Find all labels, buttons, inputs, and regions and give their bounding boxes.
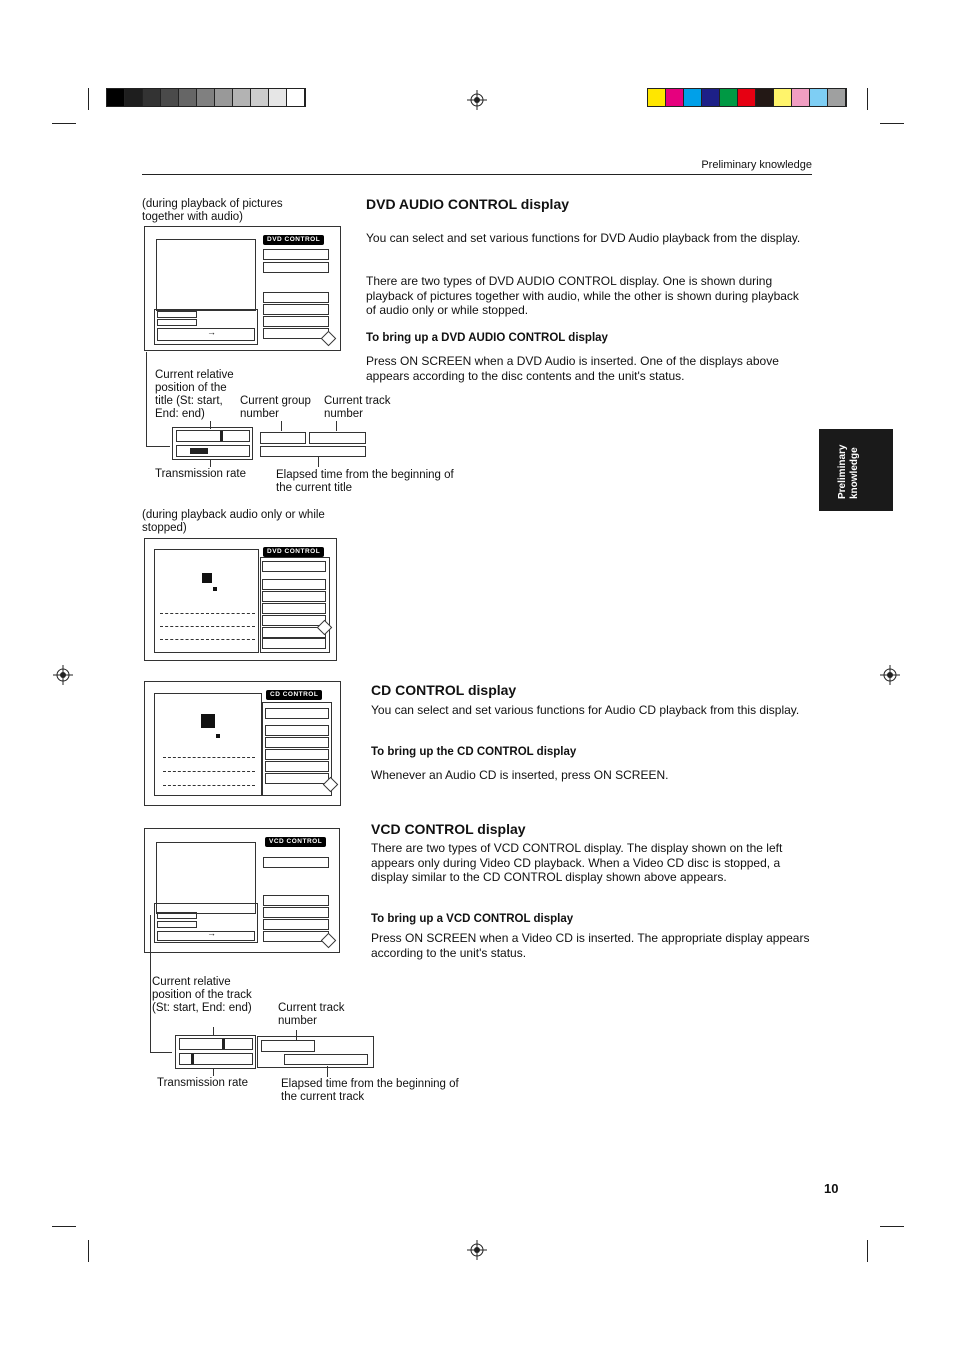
arrow-right-icon: → — [207, 928, 216, 938]
crop-mark — [867, 88, 868, 110]
callout-elapsed: Elapsed time from the beginning of the current title — [276, 469, 454, 494]
callout-rate: Transmission rate — [155, 468, 246, 480]
color-swatch — [125, 89, 143, 106]
menu-field — [263, 292, 329, 303]
video-area — [156, 239, 256, 311]
leader-line — [210, 459, 211, 467]
crop-mark — [52, 1226, 76, 1227]
dvd-heading: DVD AUDIO CONTROL display — [366, 196, 570, 212]
vcd-intro: There are two types of VCD CONTROL display. The display shown on the left appears only during Video CD playback. When a Video CD disc is stopped, a display similar to the CD CONTROL display shown above appears. — [371, 841, 783, 884]
elapsed-time-field — [260, 446, 366, 457]
leader-line — [336, 421, 337, 431]
menu-field — [262, 561, 326, 572]
time-field — [157, 931, 255, 941]
selector-field — [263, 857, 329, 868]
crop-mark — [52, 123, 76, 124]
dvd-intro-2: There are two types of DVD AUDIO CONTROL display. One is shown during playback of pictures together with audio, while the other is shown during playback of audio only or while stopped. — [366, 274, 799, 317]
crop-mark — [867, 1240, 868, 1262]
cd-control-screen — [144, 681, 341, 806]
leader-line — [146, 446, 170, 447]
menu-field — [262, 591, 326, 602]
time-field — [157, 328, 255, 341]
rate-meter-fill — [190, 448, 208, 454]
track-grid-row — [163, 785, 255, 787]
track-grid-row — [163, 771, 255, 773]
position-bar — [157, 912, 197, 919]
running-header: Preliminary knowledge — [701, 159, 812, 171]
registration-mark-icon — [467, 1240, 487, 1260]
rate-bar — [157, 921, 197, 928]
track-grid-row — [163, 757, 255, 759]
elapsed-time-field — [284, 1054, 368, 1065]
track-grid-row — [160, 613, 255, 615]
color-swatch — [269, 89, 287, 106]
menu-field — [263, 931, 329, 942]
menu-field — [263, 304, 329, 315]
menu-field — [265, 773, 329, 784]
audio-indicator — [202, 573, 212, 583]
rate-marker — [191, 1054, 194, 1064]
dvd-control-label: DVD CONTROL — [263, 235, 324, 245]
selector-field — [263, 262, 329, 273]
vcd-callout-rate: Transmission rate — [157, 1077, 248, 1089]
menu-field — [262, 603, 326, 614]
menu-field — [265, 749, 329, 760]
color-swatch — [720, 89, 738, 106]
selector-field — [263, 249, 329, 260]
leader-line — [150, 1052, 172, 1053]
menu-field — [263, 895, 329, 906]
color-swatch — [287, 89, 305, 106]
arrow-right-icon: → — [207, 327, 216, 337]
leader-line — [150, 915, 151, 1052]
crop-mark — [880, 123, 904, 124]
dvd-control-screen-pictures — [144, 226, 341, 351]
vcd-sub-text: Press ON SCREEN when a Video CD is inserted. The appropriate display appears according to the unit's status. — [371, 931, 810, 960]
color-swatch — [756, 89, 774, 106]
leader-line — [146, 352, 147, 446]
vcd-callout-track: Current track number — [278, 1002, 345, 1027]
color-swatch — [792, 89, 810, 106]
track-number-field — [309, 432, 366, 444]
menu-field — [262, 627, 326, 638]
menu-field — [265, 737, 329, 748]
callout-position: Current relative position of the title (St: start, End: end) — [155, 369, 234, 420]
color-swatch — [774, 89, 792, 106]
leader-line — [281, 421, 282, 431]
audio-indicator-small — [216, 734, 220, 738]
position-meter — [176, 430, 250, 442]
color-swatch — [107, 89, 125, 106]
cd-intro: You can select and set various functions for Audio CD playback from this display. — [371, 703, 800, 717]
menu-field — [265, 708, 329, 719]
vcd-control-screen — [144, 828, 340, 953]
dvd-control-label: DVD CONTROL — [263, 547, 324, 557]
caption-pictures-audio: (during playback of pictures together with audio) — [142, 198, 283, 223]
color-swatch — [828, 89, 846, 106]
vcd-callout-elapsed: Elapsed time from the beginning of the current track — [281, 1078, 459, 1103]
side-tab-label: Preliminary knowledge — [837, 444, 860, 499]
crop-mark — [880, 1226, 904, 1227]
color-swatch — [143, 89, 161, 106]
rate-meter — [176, 445, 250, 457]
color-bar — [647, 88, 847, 107]
gray-color-bar — [106, 88, 306, 107]
dvd-control-screen-audio — [144, 538, 337, 661]
selector-field — [262, 638, 326, 649]
vcd-heading: VCD CONTROL display — [371, 821, 526, 837]
cd-control-label: CD CONTROL — [266, 690, 322, 700]
caption-audio-only: (during playback audio only or while stopped) — [142, 509, 325, 534]
cd-sub-text: Whenever an Audio CD is inserted, press ON SCREEN. — [371, 768, 669, 782]
menu-field — [262, 615, 326, 626]
position-marker — [222, 1039, 225, 1049]
track-number-field — [261, 1040, 315, 1052]
leader-line — [213, 1068, 214, 1076]
color-swatch — [684, 89, 702, 106]
menu-field — [263, 328, 329, 339]
dvd-subheading: To bring up a DVD AUDIO CONTROL display — [366, 332, 608, 344]
color-swatch — [702, 89, 720, 106]
vcd-subheading: To bring up a VCD CONTROL display — [371, 913, 574, 925]
position-bar — [157, 311, 197, 318]
cd-subheading: To bring up the CD CONTROL display — [371, 746, 577, 758]
color-swatch — [179, 89, 197, 106]
menu-field — [262, 579, 326, 590]
callout-track: Current track number — [324, 395, 391, 420]
audio-display-area — [154, 549, 259, 653]
menu-field — [265, 761, 329, 772]
callout-group: Current group number — [240, 395, 311, 420]
menu-field — [263, 316, 329, 327]
header-rule — [142, 174, 812, 175]
dvd-sub-text: Press ON SCREEN when a DVD Audio is inserted. One of the displays above appears according to the disc contents and the unit's status. — [366, 354, 779, 383]
menu-field — [263, 907, 329, 918]
leader-line — [318, 456, 319, 467]
vcd-control-label: VCD CONTROL — [265, 837, 326, 847]
position-marker — [220, 431, 223, 441]
color-swatch — [161, 89, 179, 106]
color-swatch — [233, 89, 251, 106]
color-swatch — [215, 89, 233, 106]
color-swatch — [666, 89, 684, 106]
track-grid-row — [160, 639, 255, 641]
registration-mark-icon — [53, 665, 73, 685]
rate-bar — [157, 319, 197, 326]
color-swatch — [738, 89, 756, 106]
crop-mark — [88, 1240, 89, 1262]
cd-heading: CD CONTROL display — [371, 682, 517, 698]
position-meter — [179, 1038, 253, 1050]
color-swatch — [197, 89, 215, 106]
audio-display-area — [154, 693, 262, 796]
audio-indicator — [201, 714, 215, 728]
color-swatch — [810, 89, 828, 106]
track-grid-row — [160, 626, 255, 628]
audio-indicator-small — [213, 587, 217, 591]
registration-mark-icon — [880, 665, 900, 685]
dvd-intro-1: You can select and set various functions for DVD Audio playback from the display. — [366, 231, 801, 245]
color-swatch — [251, 89, 269, 106]
registration-mark-icon — [467, 90, 487, 110]
vcd-callout-position: Current relative position of the track (St: start, End: end) — [152, 976, 252, 1014]
menu-field — [265, 725, 329, 736]
side-tab — [819, 429, 893, 511]
menu-field — [263, 919, 329, 930]
color-swatch — [648, 89, 666, 106]
group-number-field — [260, 432, 306, 444]
page-number: 10 — [824, 1181, 839, 1196]
crop-mark — [88, 88, 89, 110]
